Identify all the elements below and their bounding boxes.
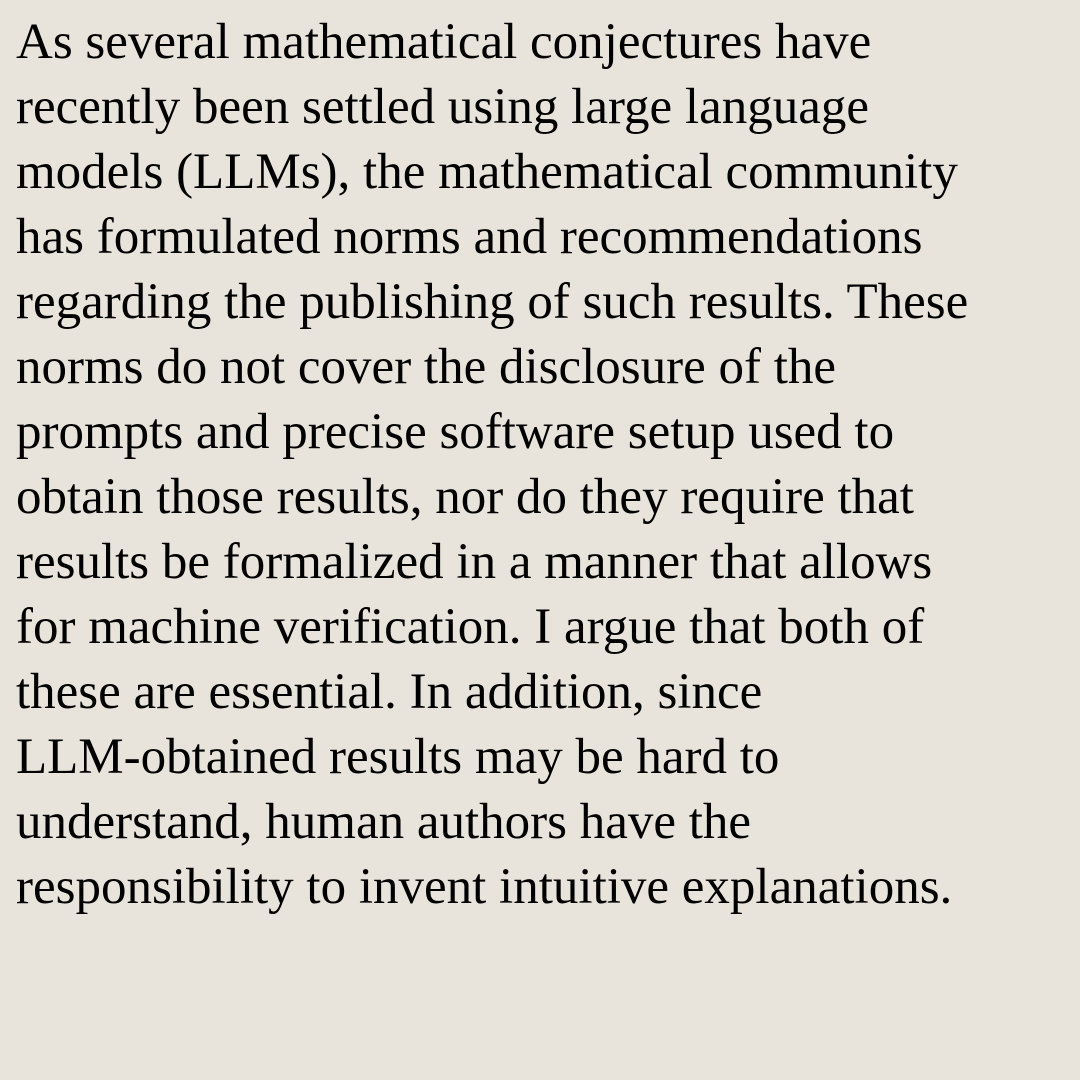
abstract-line: for machine verification. I argue that both of <box>16 599 925 655</box>
abstract-line: LLM-obtained results may be hard to <box>16 729 780 785</box>
abstract-line: has formulated norms and recommendations <box>16 209 923 265</box>
abstract-line: As several mathematical conjectures have <box>16 14 872 70</box>
abstract-text <box>16 10 1066 920</box>
abstract-line: results be formalized in a manner that allows <box>16 534 933 590</box>
abstract-line: these are essential. In addition, since <box>16 664 763 720</box>
abstract-line: understand, human authors have the <box>16 794 752 850</box>
abstract-line: recently been settled using large language <box>16 79 869 135</box>
abstract-line: obtain those results, nor do they require that <box>16 469 914 525</box>
abstract-line: models (LLMs), the mathematical community <box>16 144 958 200</box>
abstract-line: regarding the publishing of such results. These <box>16 274 969 330</box>
abstract-line: norms do not cover the disclosure of the <box>16 339 837 395</box>
abstract-line: responsibility to invent intuitive explanations. <box>16 859 953 915</box>
abstract-line: prompts and precise software setup used to <box>16 404 895 460</box>
